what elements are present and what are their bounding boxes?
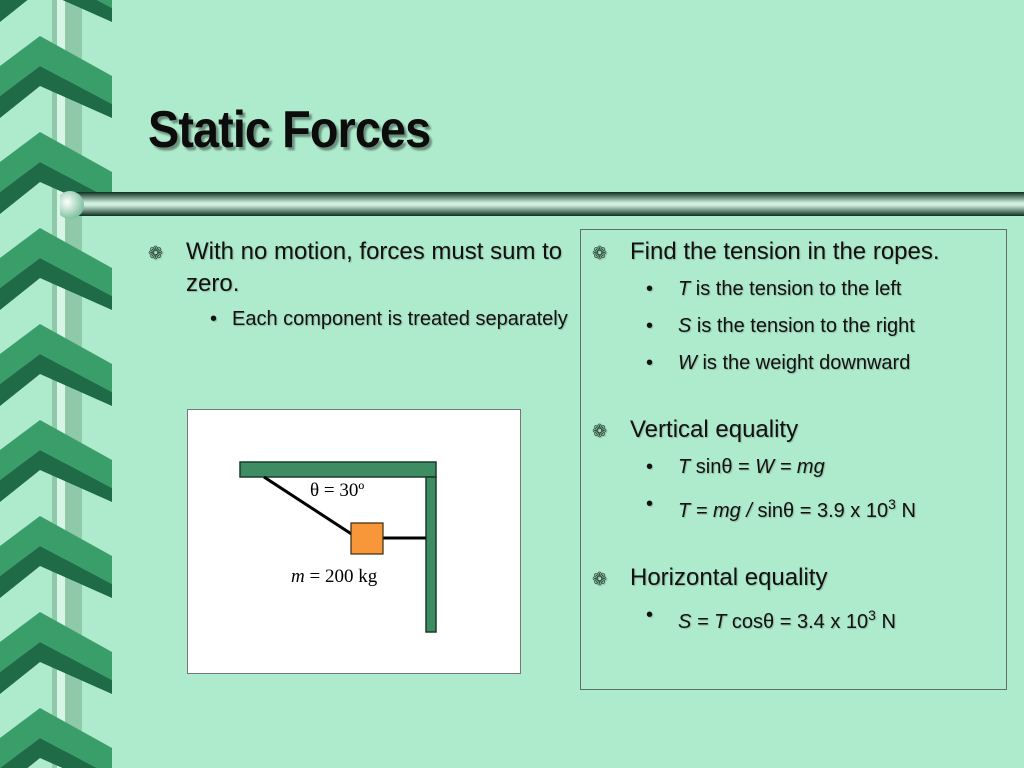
list-item: [640, 348, 1004, 378]
var-text: T: [678, 278, 691, 300]
force-diagram: [187, 409, 521, 674]
flower-bullet-icon: ❁: [148, 243, 164, 263]
bullet-text: sinθ =: [690, 456, 756, 478]
list-item: [640, 600, 1004, 637]
wall-beam: [426, 477, 436, 632]
mass-value: = 200 kg: [304, 566, 378, 587]
bullet-text: Each component is treated separately: [232, 308, 568, 330]
unit-text: N: [895, 500, 916, 522]
list-item: [640, 452, 1004, 482]
var-text: S: [678, 315, 692, 337]
bullet-text: Horizontal equality: [630, 564, 828, 591]
list-item: [148, 236, 568, 300]
flower-bullet-icon: ❁: [592, 569, 608, 589]
list-item: [192, 304, 568, 334]
dot-bullet-icon: •: [646, 352, 654, 374]
list-item: [592, 414, 1004, 446]
bullet-text: Find the tension in the ropes.: [630, 238, 940, 265]
list-item: [592, 236, 1004, 268]
title-divider-bar: [60, 190, 1024, 220]
mass-label: [291, 566, 377, 588]
bullet-text: With no motion, forces must sum to zero.: [186, 238, 563, 297]
bullet-text: is the tension to the right: [691, 315, 915, 337]
flower-bullet-icon: ❁: [592, 421, 608, 441]
ceiling-beam: [240, 462, 436, 477]
var-text: S = T: [678, 611, 727, 633]
var-text: T = mg /: [678, 500, 752, 522]
left-bullets: [148, 236, 568, 334]
bullet-text: cosθ = 3.4 x 10: [726, 611, 869, 633]
mass-box: [351, 523, 383, 554]
var-text: T: [678, 456, 691, 478]
exponent: 3: [868, 607, 876, 623]
bullet-text: is the weight downward: [696, 352, 911, 374]
unit-text: N: [875, 611, 896, 633]
dot-bullet-icon: •: [646, 604, 654, 626]
list-item: [640, 274, 1004, 304]
dot-bullet-icon: •: [646, 315, 654, 337]
dot-bullet-icon: •: [646, 278, 654, 300]
var-text: W: [678, 352, 697, 374]
list-item: [640, 489, 1004, 526]
var-text: W = mg: [755, 456, 825, 478]
slide-title: Static Forces: [148, 101, 431, 159]
ribbon-decoration: [0, 0, 120, 768]
dot-bullet-icon: •: [210, 308, 218, 330]
flower-bullet-icon: ❁: [592, 243, 608, 263]
list-item: [640, 311, 1004, 341]
right-bullets: [592, 236, 1004, 637]
mass-var: m: [291, 566, 305, 587]
dot-bullet-icon: •: [646, 456, 654, 478]
exponent: 3: [888, 496, 896, 512]
dot-bullet-icon: •: [646, 493, 654, 515]
bullet-text: Vertical equality: [630, 416, 799, 443]
list-item: [592, 562, 1004, 594]
theta-label: θ = 30º: [310, 480, 365, 501]
bullet-text: is the tension to the left: [690, 278, 902, 300]
bullet-text: sinθ = 3.9 x 10: [751, 500, 889, 522]
